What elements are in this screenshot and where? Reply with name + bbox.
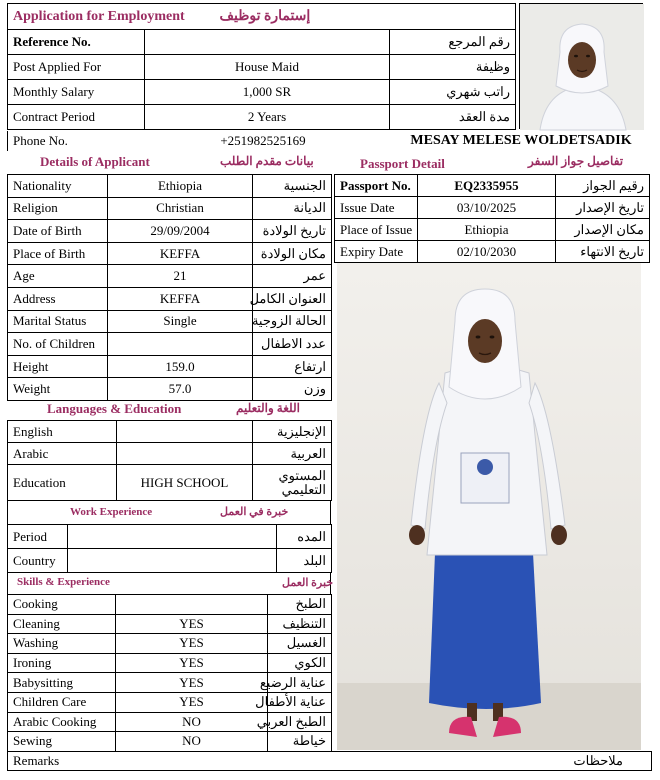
- details-label: Place of Birth: [8, 242, 108, 265]
- passport-row: [335, 175, 650, 197]
- salary-value: 1,000 SR: [145, 80, 390, 105]
- details-row: [8, 378, 332, 401]
- skills-title-ar: خبرة العمل: [282, 577, 334, 589]
- languages-label-ar: المستوي التعليمي: [253, 465, 332, 501]
- details-label-ar: تاريخ الولادة: [253, 220, 332, 243]
- phone-label: Phone No.: [7, 131, 143, 151]
- passport-value: Ethiopia: [418, 219, 556, 241]
- details-label: Date of Birth: [8, 220, 108, 243]
- details-label: Address: [8, 287, 108, 310]
- skills-label: Arabic Cooking: [8, 712, 116, 732]
- work-title-en: Work Experience: [70, 506, 153, 518]
- details-row: [8, 287, 332, 310]
- details-value: [108, 333, 253, 356]
- skills-label-ar: الكوي: [268, 653, 332, 673]
- passport-value: 03/10/2025: [418, 197, 556, 219]
- skills-value: YES: [116, 614, 268, 634]
- skills-label-ar: عناية الأطفال: [268, 692, 332, 712]
- work-value: [68, 549, 277, 573]
- details-row: [8, 310, 332, 333]
- work-label-ar: البلد: [277, 549, 332, 573]
- passport-value: 02/10/2030: [418, 241, 556, 263]
- languages-value: [117, 421, 253, 443]
- skills-value: YES: [116, 673, 268, 693]
- work-label-ar: المده: [277, 525, 332, 549]
- details-label-ar: عمر: [253, 265, 332, 288]
- details-label: Nationality: [8, 175, 108, 198]
- languages-row: [8, 421, 332, 443]
- details-label: Height: [8, 355, 108, 378]
- details-label-ar: وزن: [253, 378, 332, 401]
- details-label-ar: الديانة: [253, 197, 332, 220]
- details-row: [8, 197, 332, 220]
- languages-table: [7, 420, 332, 501]
- skills-label-ar: التنظيف: [268, 614, 332, 634]
- languages-value: [117, 443, 253, 465]
- details-label-ar: ارتفاع: [253, 355, 332, 378]
- form-title-en: Application for Employment: [8, 4, 145, 30]
- details-label-ar: مكان الولادة: [253, 242, 332, 265]
- post-value: House Maid: [145, 55, 390, 80]
- applicant-portrait-photo: [519, 3, 643, 129]
- details-value: Ethiopia: [108, 175, 253, 198]
- skills-row: [8, 692, 332, 712]
- top-info-table: [7, 3, 516, 130]
- details-label: No. of Children: [8, 333, 108, 356]
- skills-row: [8, 732, 332, 752]
- details-value: KEFFA: [108, 287, 253, 310]
- languages-value: HIGH SCHOOL: [117, 465, 253, 501]
- languages-title-ar: اللغة والتعليم: [236, 401, 300, 415]
- languages-label: Arabic: [8, 443, 117, 465]
- details-label: Age: [8, 265, 108, 288]
- passport-label: Issue Date: [335, 197, 418, 219]
- languages-label-ar: الإنجليزية: [253, 421, 332, 443]
- skills-value: YES: [116, 653, 268, 673]
- portrait-photo-icon: [520, 4, 644, 130]
- details-label-ar: الجنسية: [253, 175, 332, 198]
- full-body-photo-icon: [337, 263, 641, 750]
- skills-row: [8, 595, 332, 615]
- passport-label-ar: تاريخ الإصدار: [556, 197, 650, 219]
- remarks-label: Remarks: [13, 753, 60, 768]
- languages-label-ar: العربية: [253, 443, 332, 465]
- skills-value: YES: [116, 692, 268, 712]
- details-row: [8, 355, 332, 378]
- passport-row: [335, 241, 650, 263]
- details-value: 159.0: [108, 355, 253, 378]
- languages-label: English: [8, 421, 117, 443]
- details-label: Marital Status: [8, 310, 108, 333]
- remarks-label-ar: ملاحظات: [573, 753, 623, 768]
- languages-label: Education: [8, 465, 117, 501]
- form-title-ar: إستمارة توظيف: [145, 4, 390, 30]
- passport-label-ar: تاريخ الانتهاء: [556, 241, 650, 263]
- work-value: [68, 525, 277, 549]
- reference-row: Reference No. رقم المرجع: [8, 30, 516, 55]
- skills-row: [8, 634, 332, 654]
- work-label: Country: [8, 549, 68, 573]
- skills-label-ar: الغسيل: [268, 634, 332, 654]
- work-row: [8, 549, 332, 573]
- skills-value: NO: [116, 712, 268, 732]
- skills-row: [8, 712, 332, 732]
- skills-table: [7, 594, 332, 752]
- post-row: Post Applied For House Maid وظيفة: [8, 55, 516, 80]
- details-label-ar: عدد الاطفال: [253, 333, 332, 356]
- skills-value: NO: [116, 732, 268, 752]
- work-table: [7, 524, 332, 573]
- passport-value: EQ2335955: [418, 175, 556, 197]
- passport-row: [335, 197, 650, 219]
- skills-label-ar: خياطة: [268, 732, 332, 752]
- skills-value: YES: [116, 634, 268, 654]
- details-title-en: Details of Applicant: [40, 154, 150, 169]
- remarks-row: [7, 751, 652, 771]
- details-value: KEFFA: [108, 242, 253, 265]
- passport-label: Expiry Date: [335, 241, 418, 263]
- details-label-ar: العنوان الكامل: [253, 287, 332, 310]
- passport-title-ar: تفاصيل جواز السفر: [528, 154, 624, 168]
- skills-label-ar: الطبخ العربي: [268, 712, 332, 732]
- languages-row: [8, 465, 332, 501]
- languages-title-en: Languages & Education: [47, 401, 182, 416]
- passport-title-en: Passport Detail: [360, 156, 445, 171]
- details-row: [8, 220, 332, 243]
- applicant-full-body-photo: [337, 263, 641, 750]
- skills-label: Children Care: [8, 692, 116, 712]
- contract-value: 2 Years: [145, 105, 390, 130]
- passport-label-ar: رقيم الجواز: [556, 175, 650, 197]
- details-title-ar: بيانات مقدم الطلب: [220, 154, 314, 168]
- applicant-name: MESAY MELESE WOLDETSADIK: [410, 133, 632, 148]
- skills-value: [116, 595, 268, 615]
- details-row: [8, 175, 332, 198]
- details-label: Religion: [8, 197, 108, 220]
- skills-title-en: Skills & Experience: [17, 576, 110, 588]
- languages-row: [8, 443, 332, 465]
- passport-label: Passport No.: [335, 175, 418, 197]
- details-table: [7, 174, 332, 401]
- skills-row: [8, 614, 332, 634]
- passport-row: [335, 219, 650, 241]
- skills-label: Cooking: [8, 595, 116, 615]
- phone-value: +251982525169: [220, 133, 306, 148]
- work-label: Period: [8, 525, 68, 549]
- passport-label: Place of Issue: [335, 219, 418, 241]
- details-value: 21: [108, 265, 253, 288]
- skills-label: Ironing: [8, 653, 116, 673]
- skills-label: Sewing: [8, 732, 116, 752]
- details-value: Christian: [108, 197, 253, 220]
- salary-row: Monthly Salary 1,000 SR راتب شهري: [8, 80, 516, 105]
- details-value: 57.0: [108, 378, 253, 401]
- details-row: [8, 265, 332, 288]
- details-value: Single: [108, 310, 253, 333]
- passport-label-ar: مكان الإصدار: [556, 219, 650, 241]
- details-label: Weight: [8, 378, 108, 401]
- skills-label-ar: الطبخ: [268, 595, 332, 615]
- skills-label: Cleaning: [8, 614, 116, 634]
- skills-row: [8, 673, 332, 693]
- details-row: [8, 333, 332, 356]
- skills-row: [8, 653, 332, 673]
- contract-row: Contract Period 2 Years مدة العقد: [8, 105, 516, 130]
- details-label-ar: الحالة الزوجية: [253, 310, 332, 333]
- details-value: 29/09/2004: [108, 220, 253, 243]
- details-row: [8, 242, 332, 265]
- work-row: [8, 525, 332, 549]
- skills-label-ar: عناية الرضيع: [268, 673, 332, 693]
- skills-label: Washing: [8, 634, 116, 654]
- passport-table: [334, 174, 650, 263]
- work-title-ar: خبرة في العمل: [220, 506, 289, 518]
- reference-value: [145, 30, 390, 55]
- skills-label: Babysitting: [8, 673, 116, 693]
